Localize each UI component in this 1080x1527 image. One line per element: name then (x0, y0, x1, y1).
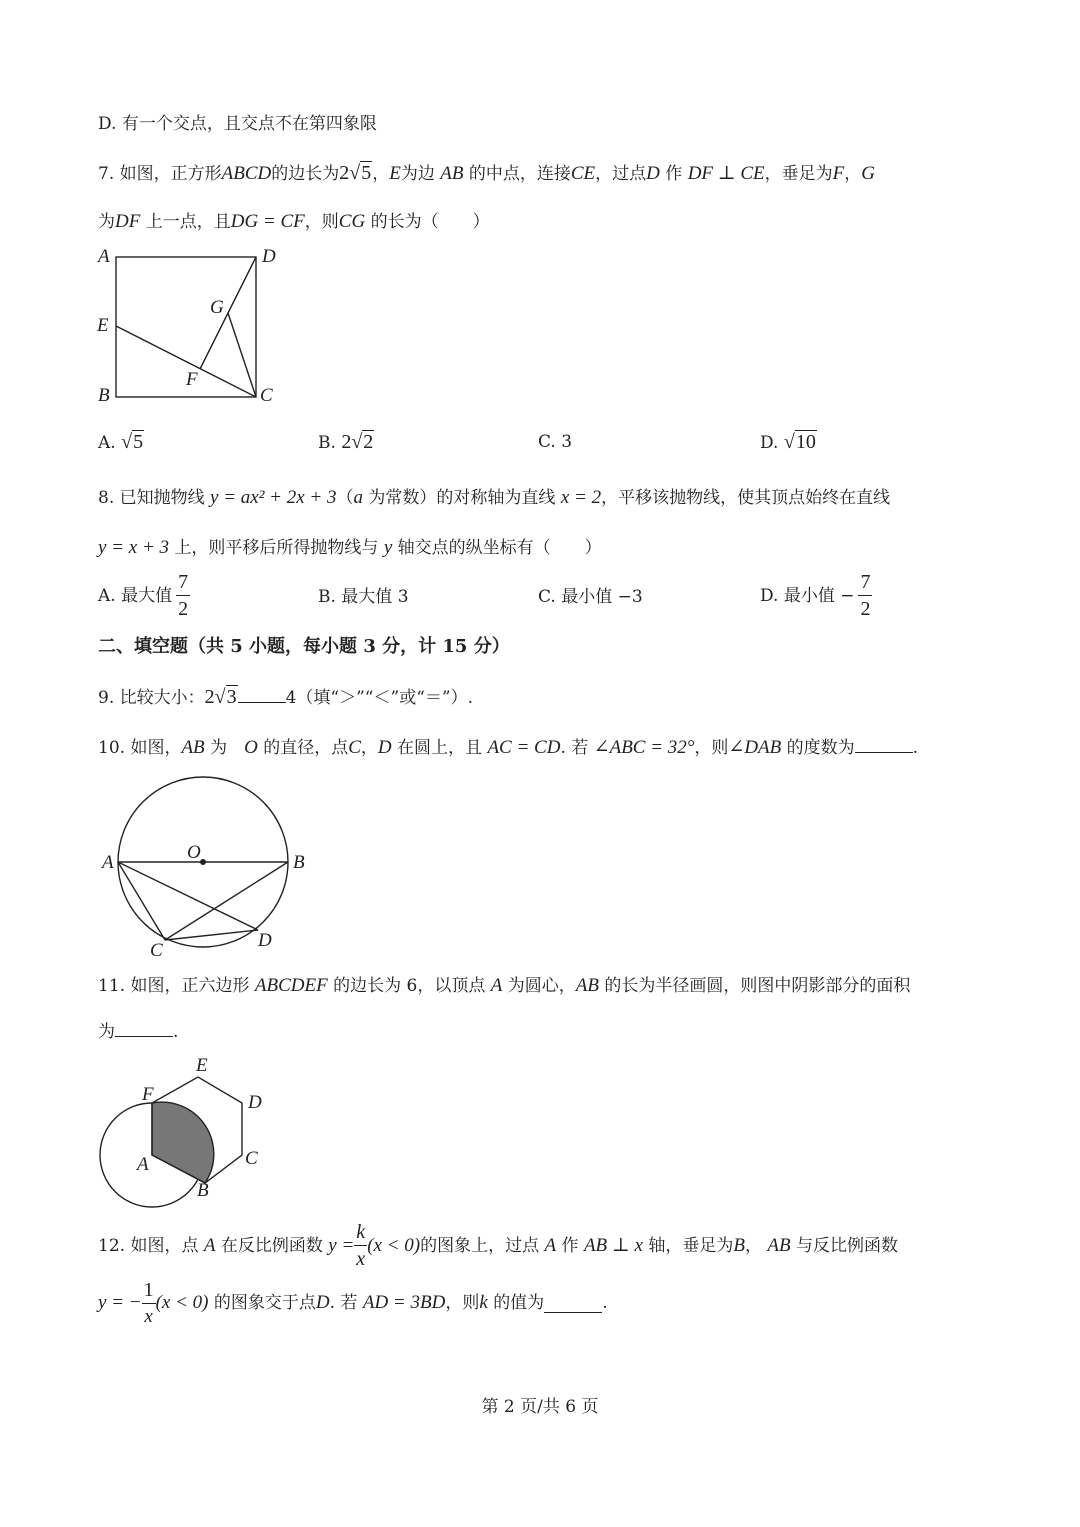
text: ， (372, 164, 390, 184)
eq: y = (328, 1234, 355, 1256)
text: 10. 如图， (98, 738, 182, 758)
label-a: A (102, 852, 114, 873)
var: CE (570, 163, 596, 184)
sqrt: √5 (121, 431, 144, 453)
eq: DG = CF (230, 211, 305, 232)
q8-option-d (760, 572, 872, 619)
segment-cb (165, 862, 288, 940)
perp-expr: AB ⊥ x (583, 1234, 643, 1256)
q7-stem-line1 (98, 161, 875, 186)
q7-option-d (760, 430, 817, 455)
label-a: A (98, 246, 110, 267)
text: 的长为（ ） (370, 212, 490, 232)
sqrt: √10 (783, 431, 816, 453)
denominator: x (356, 1248, 366, 1270)
option-label: D. (760, 433, 779, 453)
q8-stem-line1 (98, 486, 890, 510)
q12-stem-line1 (98, 1222, 898, 1269)
text: 的图象交于点 (213, 1293, 316, 1313)
eq: x = 2 (560, 487, 602, 508)
var: D (377, 737, 392, 758)
q11-stem-line1 (98, 974, 910, 998)
var: CG (338, 211, 366, 232)
coef: 2 (339, 162, 350, 184)
numerator: k (354, 1222, 367, 1246)
radicand: 2 (363, 431, 374, 453)
label-d: D (248, 1092, 262, 1113)
var: B (733, 1234, 745, 1256)
text: ， (844, 164, 862, 184)
text: 上，则平移后所得抛物线与 (174, 538, 379, 558)
eq: y = − (98, 1292, 142, 1313)
label-b: B (197, 1180, 209, 1201)
numerator: 7 (858, 572, 872, 596)
text: 为 (210, 738, 228, 758)
text: 在反比例函数 (220, 1235, 323, 1256)
denominator: 2 (860, 598, 871, 620)
q11-stem-line2 (98, 1018, 178, 1044)
text: （ (336, 488, 354, 508)
eq: AC = CD (487, 737, 561, 758)
answer-blank[interactable] (544, 1294, 602, 1313)
var: C (348, 737, 361, 758)
text: 9. 比较大小： (98, 688, 205, 708)
text: 与反比例函数 (796, 1235, 898, 1256)
var: k (479, 1292, 488, 1313)
angle-expr: ∠ABC = 32° (593, 737, 695, 758)
radicand: 3 (226, 686, 237, 708)
coef: 2 (341, 431, 352, 453)
var: A (490, 975, 503, 996)
eq: y = ax² + 2x + 3 (210, 487, 337, 508)
var: DF (115, 211, 141, 232)
q7-option-a (98, 430, 144, 455)
text: 为圆心， (507, 976, 576, 996)
page-footer: 第 2 页/共 6 页 (481, 1397, 599, 1417)
label-b: B (98, 385, 110, 406)
radicand: 10 (795, 431, 816, 453)
var: E (389, 163, 401, 184)
radicand: 5 (361, 162, 372, 184)
text: . 若 (329, 1293, 358, 1313)
label-e: E (196, 1055, 208, 1076)
q7-option-b (318, 430, 374, 455)
q12-stem-line2 (98, 1280, 608, 1326)
text: ，则 (694, 738, 729, 758)
sqrt: 2√3 (204, 686, 237, 708)
var: F (832, 163, 845, 184)
q11-hexagon-figure (95, 1052, 285, 1217)
label-o: O (187, 842, 201, 863)
label-d: D (262, 246, 276, 267)
angle-expr: ∠DAB (728, 737, 782, 758)
eq: AD = 3BD (362, 1292, 446, 1313)
denominator: x (144, 1306, 153, 1327)
option-label: B. (318, 433, 336, 453)
label-c: C (245, 1148, 258, 1169)
text: ，垂足为 (764, 164, 833, 184)
label-g: G (210, 297, 224, 318)
fraction (142, 1280, 156, 1326)
text: ，则 (304, 212, 339, 232)
var: AB (440, 163, 464, 184)
condition: (x < 0) (367, 1234, 421, 1256)
text: 轴交点的纵坐标有（ ） (397, 538, 602, 558)
var: G (861, 163, 876, 184)
text: 8. 已知抛物线 (98, 488, 205, 508)
text: . (173, 1022, 179, 1042)
q8-option-b: B. 最大值 3 (318, 587, 409, 607)
q7-square-name: ABCD (221, 163, 272, 184)
text: 的边长为 (271, 164, 340, 184)
radicand: 5 (133, 431, 144, 453)
q7-number: 7. 如图，正方形 (98, 164, 222, 184)
var: D (315, 1292, 330, 1313)
fraction (354, 1222, 367, 1269)
text: . (602, 1293, 608, 1313)
denominator: 2 (178, 598, 189, 620)
var: A (203, 1234, 216, 1256)
text: 的度数为 (786, 738, 855, 758)
var: D (646, 163, 660, 184)
label-a: A (137, 1154, 149, 1175)
text: 11. 如图，正六边形 (98, 976, 250, 996)
var: O (244, 737, 258, 758)
q9-stem (98, 684, 473, 710)
var: y (383, 537, 393, 558)
text: 为常数）的对称轴为直线 (368, 488, 556, 508)
var: AB (181, 737, 205, 758)
text: 为边 (400, 164, 435, 184)
text: 的图象上，过点 (420, 1235, 540, 1256)
sqrt: 2√2 (341, 431, 374, 453)
var: AB (767, 1234, 791, 1256)
text: ，平移该抛物线，使其顶点始终在直线 (601, 488, 891, 508)
var: a (353, 487, 363, 508)
q6-option-d: D. 有一个交点，且交点不在第四象限 (98, 114, 377, 134)
text: 12. 如图，点 (98, 1235, 199, 1256)
text: ， (744, 1235, 762, 1256)
text: . (912, 738, 919, 758)
answer-blank[interactable] (115, 1018, 173, 1037)
var: AB (575, 975, 599, 996)
text: 的直径，点 (263, 738, 349, 758)
text: 4（填“＞”“＜”或“＝”）. (285, 688, 473, 708)
answer-blank[interactable] (238, 684, 286, 703)
numerator: 1 (142, 1280, 156, 1304)
text: 作 (665, 164, 683, 184)
label-c: C (260, 385, 273, 406)
option-label: A. (98, 433, 116, 453)
option-label: A. 最大值 (98, 585, 173, 606)
q10-stem (98, 734, 918, 760)
var: ABCDEF (254, 975, 328, 996)
label-c: C (150, 940, 163, 961)
q7-stem-line2 (98, 210, 490, 234)
q7-side-length: 2√5 (339, 162, 372, 184)
text: ，过点 (595, 164, 647, 184)
text: 的长为半径画圆，则图中阴影部分的面积 (604, 976, 911, 996)
q8-stem-line2 (98, 536, 602, 560)
coef: 2 (204, 686, 215, 708)
label-f: F (186, 369, 198, 390)
text: 为 (98, 212, 115, 232)
q10-circle-figure (100, 775, 320, 965)
fraction (858, 572, 872, 619)
text: . 若 (560, 738, 589, 758)
answer-blank[interactable] (855, 734, 913, 753)
label-f: F (142, 1084, 154, 1105)
text: ，则 (445, 1293, 480, 1313)
text: 的中点，连接 (468, 164, 571, 184)
condition: (x < 0) (155, 1292, 209, 1313)
q7-option-c: C. 3 (538, 432, 573, 452)
q8-option-c: C. 最小值 −3 (538, 587, 643, 607)
text: 在圆上，且 (397, 738, 483, 758)
section-title: 二、填空题（共 5 小题，每小题 3 分，计 15 分） (98, 636, 510, 657)
var: A (544, 1234, 557, 1256)
eq: y = x + 3 (98, 537, 170, 558)
q8-option-a (98, 572, 190, 619)
label-e: E (97, 315, 109, 336)
perp-expr: DF ⊥ CE (687, 163, 765, 184)
option-label: D. 最小值 − (760, 585, 855, 606)
text: 的边长为 6，以顶点 (333, 976, 486, 996)
text: 上一点，且 (145, 212, 231, 232)
numerator: 7 (176, 572, 190, 596)
fraction (176, 572, 190, 619)
label-b: B (293, 852, 305, 873)
label-d: D (258, 930, 272, 951)
text: 为 (98, 1022, 115, 1042)
text: ， (360, 738, 378, 758)
text: 作 (561, 1235, 579, 1256)
text: 的值为 (493, 1293, 545, 1313)
text: 轴，垂足为 (648, 1235, 734, 1256)
